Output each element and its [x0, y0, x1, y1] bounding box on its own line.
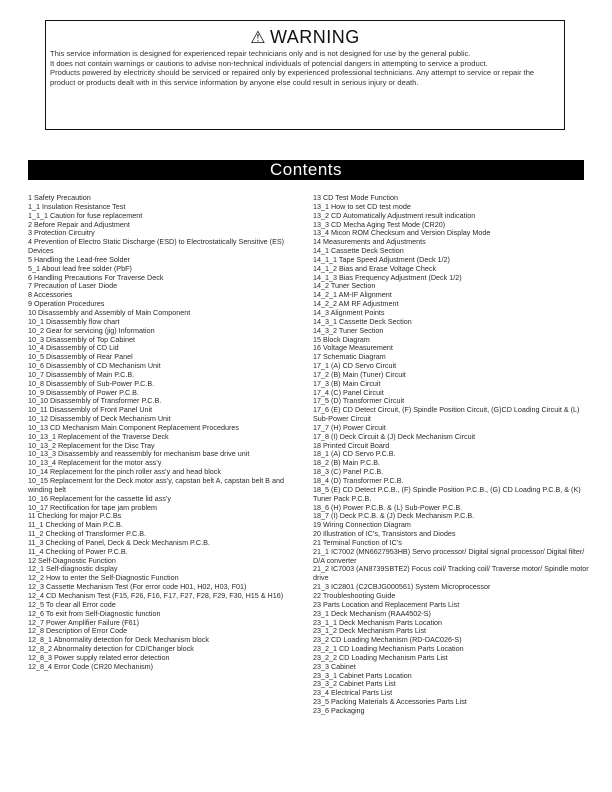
toc-entry[interactable]: 10_13_3 Disassembly and reassembly for mechanism base drive unit [28, 449, 250, 459]
toc-entry[interactable]: 10_10 Disassembly of Transformer P.C.B. [28, 396, 162, 406]
toc-entry[interactable]: 14_2_1 AM-IF Alignment [313, 290, 392, 300]
toc-entry[interactable]: 2 Before Repair and Adjustment [28, 219, 130, 229]
toc-entry[interactable]: 23 Parts Location and Replacement Parts List [313, 599, 460, 609]
toc-entry[interactable]: 10_13_4 Replacement for the motor ass’y [28, 458, 162, 468]
toc-entry[interactable]: 23_2_1 CD Loading Mechanism Parts Location [313, 644, 464, 654]
toc-entry[interactable]: 14_2 Tuner Section [313, 281, 376, 291]
toc-entry[interactable]: 23_3_2 Cabinet Parts List [313, 679, 396, 689]
toc-entry[interactable]: 18_1 (A) CD Servo P.C.B. [313, 449, 396, 459]
toc-entry[interactable]: 18_3 (C) Panel P.C.B. [313, 467, 384, 477]
toc-entry[interactable]: 17_8 (I) Deck Circuit & (J) Deck Mechanism Circuit [313, 431, 476, 441]
toc-entry[interactable]: 4 Prevention of Electro Static Discharge (ESD) to Electrostatically Sensitive (ES) Devices [28, 237, 287, 256]
toc-entry[interactable]: 10_8 Disassembly of Sub-Power P.C.B. [28, 378, 155, 388]
toc-entry[interactable]: 17_3 (B) Main Circuit [313, 378, 381, 388]
toc-entry[interactable]: 10_11 Disassembly of Front Panel Unit [28, 405, 153, 415]
toc-entry[interactable]: 18_5 (E) CD Detect P.C.B., (F) Spindle Position P.C.B., (G) CD Loading P.C.B, & (K) Tuner Pack P.C.B. [313, 484, 583, 503]
toc-entry[interactable]: 12_2 How to enter the Self-Diagnostic Function [28, 573, 179, 583]
warning-heading [46, 27, 564, 48]
toc-entry[interactable]: 11_4 Checking of Power P.C.B. [28, 546, 128, 556]
warning-text [50, 49, 558, 87]
toc-entry[interactable]: 14_1_3 Bias Frequency Adjustment (Deck 1/2) [313, 272, 462, 282]
toc-entry[interactable]: 13_1 How to set CD test mode [313, 201, 411, 211]
toc-entry[interactable]: 23_2_2 CD Loading Mechanism Parts List [313, 652, 448, 662]
toc-entry[interactable]: 15 Block Diagram [313, 334, 370, 344]
warning-box [45, 20, 565, 130]
toc-entry[interactable]: 23_1_1 Deck Mechanism Parts Location [313, 617, 443, 627]
toc-entry[interactable]: 10_1 Disassembly flow chart [28, 316, 120, 326]
toc-entry[interactable]: 23_3_1 Cabinet Parts Location [313, 670, 412, 680]
toc-entry[interactable]: 12 Self-Diagnostic Function [28, 555, 116, 565]
toc-entry[interactable]: 11_3 Checking of Panel, Deck & Deck Mechanism P.C.B. [28, 537, 210, 547]
toc-right-column [313, 194, 593, 716]
toc-entry[interactable]: 1_1_1 Caution for fuse replacement [28, 210, 143, 220]
toc-entry[interactable]: 10_5 Disassembly of Rear Panel [28, 352, 133, 362]
toc-entry[interactable]: 10_13 CD Mechanism Main Component Replacement Procedures [28, 422, 239, 432]
toc-entry[interactable]: 22 Troubleshooting Guide [313, 590, 396, 600]
toc-entry[interactable]: 1_1 Insulation Resistance Test [28, 201, 126, 211]
toc-entry[interactable]: 11_2 Checking of Transformer P.C.B. [28, 529, 146, 539]
toc-entry[interactable]: 3 Protection Circuitry [28, 228, 95, 238]
toc-entry[interactable]: 13_2 CD Automatically Adjustment result indication [313, 210, 476, 220]
toc-entry[interactable]: 23_1 Deck Mechanism (RAA4502-S) [313, 608, 431, 618]
toc-entry[interactable]: 21_3 IC2801 (C2CBJG000561) System Microprocessor [313, 582, 491, 592]
toc-entry[interactable]: 21_2 IC7003 (AN8739SBTE2) Focus coil/ Tracking coil/ Traverse motor/ Spindle motor drive [313, 564, 591, 583]
toc-entry[interactable]: 11_1 Checking of Main P.C.B. [28, 520, 123, 530]
toc-entry[interactable]: 12_3 Cassette Mechanism Test (For error code H01, H02, H03, F01) [28, 582, 247, 592]
toc-entry[interactable]: 14_3 Alignment Points [313, 307, 385, 317]
warning-paragraph: This service information is designed for experienced repair technicians only and is not designed for use by the general public. [50, 49, 471, 58]
toc-entry[interactable]: 14_1 Cassette Deck Section [313, 246, 404, 256]
toc-entry[interactable]: 21_1 IC7002 (MN6627953HB) Servo processor/ Digital signal processor/ Digital filter/ D/A converter [313, 546, 587, 565]
toc-entry[interactable]: 17_7 (H) Power Circuit [313, 422, 386, 432]
toc-entry[interactable]: 13_3 CD Mecha Aging Test Mode (CR20) [313, 219, 446, 229]
toc-entry[interactable]: 13_4 Micon ROM Checksum and Version Display Mode [313, 228, 491, 238]
contents-title: Contents [28, 160, 584, 180]
toc-entry[interactable]: 10_2 Gear for servicing (jig) Information [28, 325, 155, 335]
toc-entry[interactable]: 14_3_1 Cassette Deck Section [313, 316, 412, 326]
toc-entry[interactable]: 10_6 Disassembly of CD Mechanism Unit [28, 361, 161, 371]
toc-entry[interactable]: 17 Schematic Diagram [313, 352, 386, 362]
toc-entry[interactable]: 18_6 (H) Power P.C.B. & (L) Sub-Power P.C.B. [313, 502, 463, 512]
toc-entry[interactable]: 12_8_3 Power supply related error detection [28, 652, 170, 662]
toc-entry[interactable]: 10_7 Disassembly of Main P.C.B. [28, 369, 135, 379]
toc-entry[interactable]: 12_8_2 Abnormality detection for CD/Changer block [28, 644, 194, 654]
toc-entry[interactable]: 1 Safety Precaution [28, 193, 91, 202]
toc-entry[interactable]: 5 Handling the Lead-free Solder [28, 254, 130, 264]
toc-entry[interactable]: 23_2 CD Loading Mechanism (RD-DAC026-S) [313, 635, 462, 645]
toc-entry[interactable]: 18_2 (B) Main P.C.B. [313, 458, 380, 468]
toc-entry[interactable]: 14_3_2 Tuner Section [313, 325, 384, 335]
toc-entry[interactable]: 10 Disassembly and Assembly of Main Component [28, 307, 191, 317]
toc-entry[interactable]: 12_4 CD Mechanism Test (F15, F26, F16, F17, F27, F28, F29, F30, H15 & H16) [28, 590, 284, 600]
toc-entry[interactable]: 10_16 Replacement for the cassette lid ass’y [28, 493, 172, 503]
toc-entry[interactable]: 18 Printed Circuit Board [313, 440, 390, 450]
toc-entry[interactable]: 10_12 Disassembly of Deck Mechanism Unit [28, 414, 171, 424]
toc-entry[interactable]: 12_1 Self-diagnostic display [28, 564, 118, 574]
toc-entry[interactable]: 19 Wiring Connection Diagram [313, 520, 411, 530]
toc-entry[interactable]: 12_8 Description of Error Code [28, 626, 128, 636]
toc-entry[interactable]: 12_5 To clear all Error code [28, 599, 116, 609]
toc-entry[interactable]: 12_7 Power Amplifier Failure (F61) [28, 617, 140, 627]
toc-entry[interactable]: 5_1 About lead free solder (PbF) [28, 263, 132, 273]
toc-entry[interactable]: 12_6 To exit from Self-Diagnostic function [28, 608, 161, 618]
warning-triangle-icon: ⚠ [250, 28, 266, 47]
toc-entry[interactable]: 12_8_4 Error Code (CR20 Mechanism) [28, 661, 154, 671]
toc-entry[interactable]: 14 Measurements and Adjustments [313, 237, 426, 247]
toc-entry[interactable]: 10_13_1 Replacement of the Traverse Deck [28, 431, 169, 441]
toc-entry[interactable]: 12_8_1 Abnormality detection for Deck Mechanism block [28, 635, 209, 645]
toc-entry[interactable]: 10_9 Disassembly of Power P.C.B. [28, 387, 139, 397]
toc-entry[interactable]: 14_1_1 Tape Speed Adjustment (Deck 1/2) [313, 254, 450, 264]
toc-entry[interactable]: 20 Illustration of IC’s, Transistors and Diodes [313, 529, 456, 539]
toc-entry[interactable]: 14_1_2 Bias and Erase Voltage Check [313, 263, 437, 273]
toc-entry[interactable]: 17_6 (E) CD Detect Circuit, (F) Spindle Position Circuit, (G)CD Loading Circuit & (L) Sub-Power Circuit [313, 405, 582, 424]
warning-paragraph: Products powered by electricity should be serviced or repaired only by experienced professional technicians. Any attempt to service or repair the product or products dealt with in this service information by anyone else could result in serious injury or death. [50, 68, 535, 87]
toc-entry[interactable]: 6 Handling Precautions For Traverse Deck [28, 272, 164, 282]
toc-entry[interactable]: 18_7 (I) Deck P.C.B. & (J) Deck Mechanism P.C.B. [313, 511, 475, 521]
toc-entry[interactable]: 11 Checking for major P.C.Bs [28, 511, 122, 521]
toc-entry[interactable]: 10_13_2 Replacement for the Disc Tray [28, 440, 155, 450]
warning-title: WARNING [269, 27, 360, 47]
toc-entry[interactable]: 14_2_2 AM RF Adjustment [313, 299, 399, 309]
toc-entry[interactable]: 10_3 Disassembly of Top Cabinet [28, 334, 135, 344]
toc-entry[interactable]: 16 Voltage Measurement [313, 343, 393, 353]
toc-entry[interactable]: 17_2 (B) Main (Tuner) Circuit [313, 369, 406, 379]
toc-entry[interactable]: 23_1_2 Deck Mechanism Parts List [313, 626, 427, 636]
toc-entry[interactable]: 18_4 (D) Transformer P.C.B. [313, 476, 404, 485]
toc-entry[interactable]: 10_17 Rectification for tape jam problem [28, 502, 158, 512]
toc-entry[interactable]: 7 Precaution of Laser Diode [28, 281, 118, 291]
toc-entry[interactable]: 23_3 Cabinet [313, 661, 356, 671]
toc-entry[interactable]: 21 Terminal Function of IC’s [313, 537, 402, 547]
toc-entry[interactable]: 13 CD Test Mode Function [313, 193, 398, 202]
toc-entry[interactable]: 9 Operation Procedures [28, 299, 105, 309]
toc-entry[interactable]: 10_4 Disassembly of CD Lid [28, 343, 119, 353]
toc-entry[interactable]: 17_5 (D) Transformer Circuit [313, 396, 405, 406]
toc-left-column [28, 194, 302, 672]
toc-entry[interactable]: 17_4 (C) Panel Circuit [313, 387, 384, 397]
toc-entry[interactable]: 23_5 Packing Materials & Accessories Parts List [313, 697, 467, 707]
toc-entry[interactable]: 8 Accessories [28, 290, 73, 300]
toc-entry[interactable]: 10_14 Replacement for the pinch roller ass’y and head block [28, 467, 221, 477]
toc-entry[interactable]: 10_15 Replacement for the Deck motor ass’y, capstan belt A, capstan belt B and winding belt [28, 476, 286, 494]
warning-paragraph: It does not contain warnings or cautions to advise non-technical individuals of potencial dangers in attempting to service a product. [50, 58, 488, 68]
toc-entry[interactable]: 17_1 (A) CD Servo Circuit [313, 361, 397, 371]
toc-entry[interactable]: 23_4 Electrical Parts List [313, 688, 393, 698]
toc-entry[interactable]: 23_6 Packaging [313, 705, 365, 715]
